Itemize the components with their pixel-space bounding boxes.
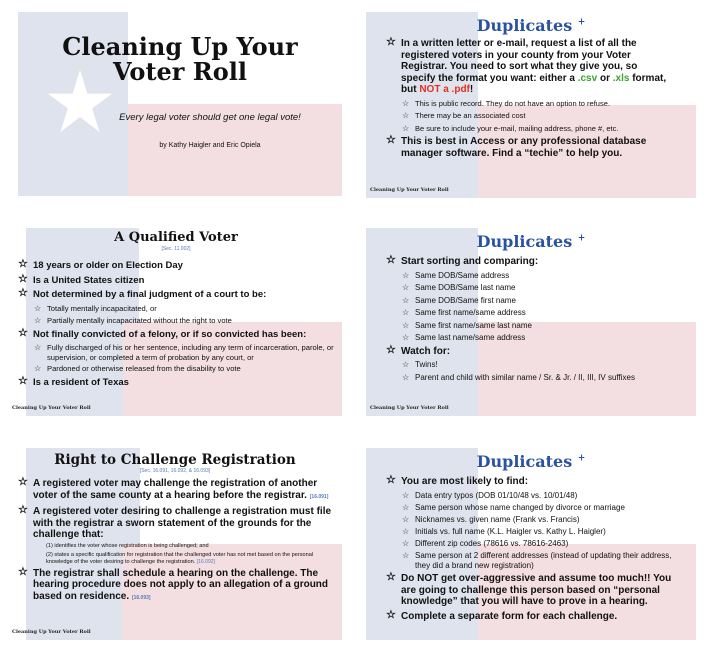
list-item: ☆ This is best in Access or any professional database manager software. Find a “techie” to help you. bbox=[386, 136, 674, 159]
list-item: ☆ 18 years or older on Election Day bbox=[18, 260, 338, 272]
list-item: ☆ Watch for: bbox=[386, 346, 686, 358]
slide-title-heading: Cleaning Up Your Voter Roll bbox=[62, 32, 298, 86]
list-item: ☆ A registered voter may challenge the registration of another voter of the same county at a hearing before the registrar. [16.091] bbox=[18, 478, 338, 503]
list-item: ☆ In a written letter or e-mail, request a list of all the registered voters in your county from your Voter Registrar. You need to sort what they give you, so specify the format you want: either a .csv or .xls format, but NOT a .pdf! bbox=[386, 38, 674, 96]
list-item: ☆ Complete a separate form for each challenge. bbox=[386, 611, 686, 623]
list-item: ☆ Same person at 2 different addresses (instead of updating their address, they did a brand new registration) bbox=[386, 551, 686, 572]
slide-authors: by Kathy Haigler and Eric Opiela bbox=[159, 142, 261, 149]
section-reference: [Sec. 11.002] bbox=[161, 246, 191, 252]
list-item: ☆ Data entry typos (DOB 01/10/48 vs. 10/01/48) bbox=[386, 491, 686, 502]
list-item: ☆ Same DOB/Same last name bbox=[386, 283, 686, 294]
list-item: ☆ Start sorting and comparing: bbox=[386, 256, 686, 268]
list-item: ☆ Parent and child with similar name / Sr. & Jr. / II, III, IV suffixes bbox=[386, 373, 686, 384]
list-item: ☆ The registrar shall schedule a hearing on the challenge. The hearing procedure does not apply to an allegation of a ground based on residence. [16.093] bbox=[18, 568, 338, 605]
slide-heading: Duplicates + bbox=[476, 16, 586, 35]
list-item: ☆ Totally mentally incapacitated, or bbox=[18, 304, 338, 315]
list-item: ☆ Partially mentally incapacitated without the right to vote bbox=[18, 316, 338, 327]
list-item: ☆ Twins! bbox=[386, 360, 686, 371]
bullet-list bbox=[18, 260, 338, 391]
bullet-list bbox=[386, 38, 674, 162]
list-item: ☆ There may be an associated cost bbox=[386, 111, 674, 122]
slide-footer: Cleaning Up Your Voter Roll bbox=[12, 405, 91, 411]
list-item: ☆ You are most likely to find: bbox=[386, 476, 686, 488]
list-item: ☆ A registered voter desiring to challenge a registration must file with the registrar a sworn statement of the grounds for the challenge that: bbox=[18, 506, 338, 541]
slide-title bbox=[18, 12, 342, 196]
list-item: ☆ Same first name/same last name bbox=[386, 321, 686, 332]
list-item: ☆ Pardoned or otherwise released from the disability to vote bbox=[18, 364, 338, 375]
list-item: ☆ Same first name/same address bbox=[386, 308, 686, 319]
list-item: ☆ Not determined by a final judgment of a court to be: bbox=[18, 289, 338, 301]
slide-duplicates-findings bbox=[366, 448, 696, 640]
list-item: ☆ This is public record. They do not have an option to refuse. bbox=[386, 99, 674, 110]
slide-duplicates-sorting bbox=[366, 228, 696, 416]
slide-heading: Right to Challenge Registration bbox=[54, 452, 296, 468]
bullet-list bbox=[18, 478, 338, 607]
list-item: ☆ Initials vs. full name (K.L. Haigler vs. Kathy L. Haigler) bbox=[386, 527, 686, 538]
slide-qualified-voter bbox=[10, 228, 342, 416]
list-item: ☆ Do NOT get over-aggressive and assume too much!! You are going to challenge this person based on “personal knowledge” that you will have to prove in a hearing. bbox=[386, 573, 686, 608]
slide-footer: Cleaning Up Your Voter Roll bbox=[12, 629, 91, 635]
list-item: (2) states a specific qualification for registration that the challenged voter has not met based on the personal knowledge of the voter desiring to challenge the registration. [16.092] bbox=[46, 551, 314, 565]
slide-footer: Cleaning Up Your Voter Roll bbox=[370, 187, 449, 193]
list-item: (1) identifies the voter whose registration is being challenged; and bbox=[46, 542, 209, 549]
bullet-list bbox=[386, 256, 686, 385]
list-item: ☆ Different zip codes (78616 vs. 78616-2463) bbox=[386, 539, 686, 550]
list-item: ☆ Fully discharged of his or her sentence, including any term of incarceration, parole, or supervision, or completed a term of probation by any court, or bbox=[18, 343, 338, 362]
slide-right-to-challenge bbox=[8, 448, 342, 640]
list-item: ☆ Same DOB/Same address bbox=[386, 271, 686, 282]
slide-heading: A Qualified Voter bbox=[114, 230, 238, 245]
list-item: ☆ Not finally convicted of a felony, or if so convicted has been: bbox=[18, 329, 338, 341]
list-item: ☆ Same DOB/Same first name bbox=[386, 296, 686, 307]
slide-subtitle: Every legal voter should get one legal vote! bbox=[119, 112, 301, 123]
section-reference: [Sec. 16.091, 16.092, & 16.093] bbox=[139, 468, 211, 474]
slide-heading: Duplicates + bbox=[476, 452, 586, 471]
bullet-list bbox=[386, 476, 686, 625]
list-item: ☆ Is a resident of Texas bbox=[18, 377, 338, 389]
slide-duplicates-request bbox=[366, 12, 696, 198]
slide-heading: Duplicates + bbox=[476, 232, 586, 251]
list-item: ☆ Same last name/same address bbox=[386, 333, 686, 344]
list-item: ☆ Be sure to include your e-mail, mailing address, phone #, etc. bbox=[386, 124, 674, 135]
list-item: ☆ Nicknames vs. given name (Frank vs. Francis) bbox=[386, 515, 686, 526]
list-item: ☆ Is a United States citizen bbox=[18, 275, 338, 287]
slide-footer: Cleaning Up Your Voter Roll bbox=[370, 405, 449, 411]
list-item: ☆ Same person whose name changed by divorce or marriage bbox=[386, 503, 686, 514]
